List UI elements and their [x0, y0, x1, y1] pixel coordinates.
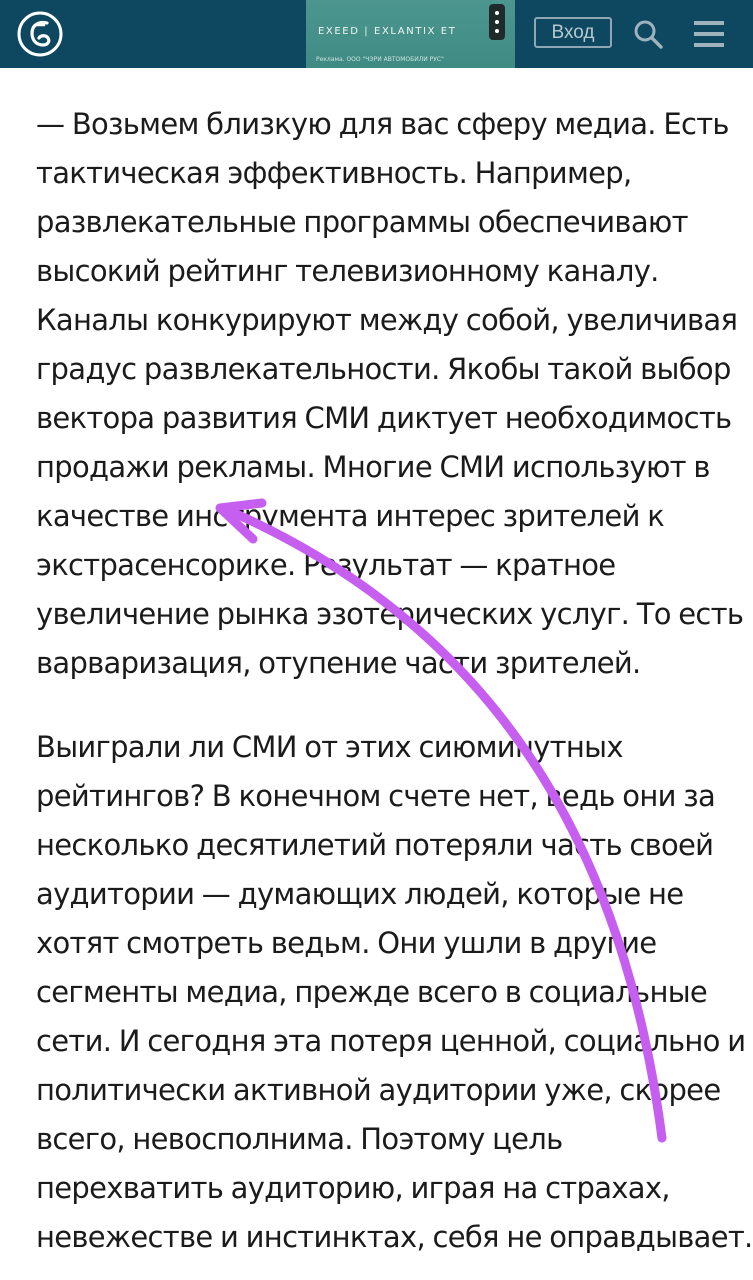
- paragraph-line: рейтингов? В конечном счете нет, ведь они за: [36, 779, 716, 813]
- ad-banner[interactable]: [306, 0, 515, 68]
- paragraph-line: невежестве и инстинктах, себя не оправдывает.: [36, 1220, 753, 1254]
- paragraph-line: продажи рекламы. Многие СМИ используют в: [36, 450, 710, 484]
- paragraph-line: Каналы конкурируют между собой, увеличивая: [36, 303, 738, 337]
- paragraph-line: несколько десятилетий потеряли часть своей: [36, 828, 714, 862]
- paragraph-line: качестве инструмента интерес зрителей к: [36, 499, 665, 533]
- paragraph-line: варваризация, отупение части зрителей.: [36, 646, 641, 680]
- paragraph-line: экстрасенсорике. Результат — кратное: [36, 548, 616, 582]
- paragraph-line: сети. И сегодня эта потеря ценной, социально и: [36, 1024, 746, 1058]
- login-button[interactable]: Вход: [534, 17, 612, 48]
- paragraph-line: Выиграли ли СМИ от этих сиюминутных: [36, 730, 623, 764]
- paragraph-line: политически активной аудитории уже, скорее: [36, 1073, 721, 1107]
- menu-icon[interactable]: [694, 20, 724, 48]
- paragraph-line: аудитории — думающих людей, которые не: [36, 877, 684, 911]
- paragraph-line: хотят смотреть ведьм. Они ушли в другие: [36, 926, 657, 960]
- ad-disclaimer: Реклама. ООО "ЧЭРИ АВТОМОБИЛИ РУС": [316, 56, 444, 63]
- publication-logo-icon[interactable]: [17, 11, 63, 57]
- paragraph-line: увеличение рынка эзотерических услуг. То есть: [36, 597, 744, 631]
- paragraph-line: вектора развития СМИ диктует необходимость: [36, 401, 732, 435]
- paragraph-line: тактическая эффективность. Например,: [36, 156, 632, 190]
- paragraph-line: всего, невосполнима. Поэтому цель: [36, 1122, 563, 1156]
- article-paragraph: [36, 723, 753, 1262]
- more-vertical-icon[interactable]: [489, 4, 505, 40]
- site-header: [0, 0, 753, 68]
- paragraph-line: — Возьмем близкую для вас сферу медиа. Есть: [36, 107, 729, 141]
- paragraph-line: сегменты медиа, прежде всего в социальные: [36, 975, 708, 1009]
- search-icon[interactable]: [633, 19, 663, 49]
- article-body: [36, 100, 753, 1280]
- paragraph-line: градус развлекательности. Якобы такой выбор: [36, 352, 731, 386]
- paragraph-line: высокий рейтинг телевизионному каналу.: [36, 254, 659, 288]
- paragraph-line: перехватить аудиторию, играя на страхах,: [36, 1171, 670, 1205]
- article-paragraph: [36, 100, 744, 688]
- ad-brand-text: EXEED | EXLANTIX ET: [318, 26, 457, 37]
- paragraph-line: развлекательные программы обеспечивают: [36, 205, 688, 239]
